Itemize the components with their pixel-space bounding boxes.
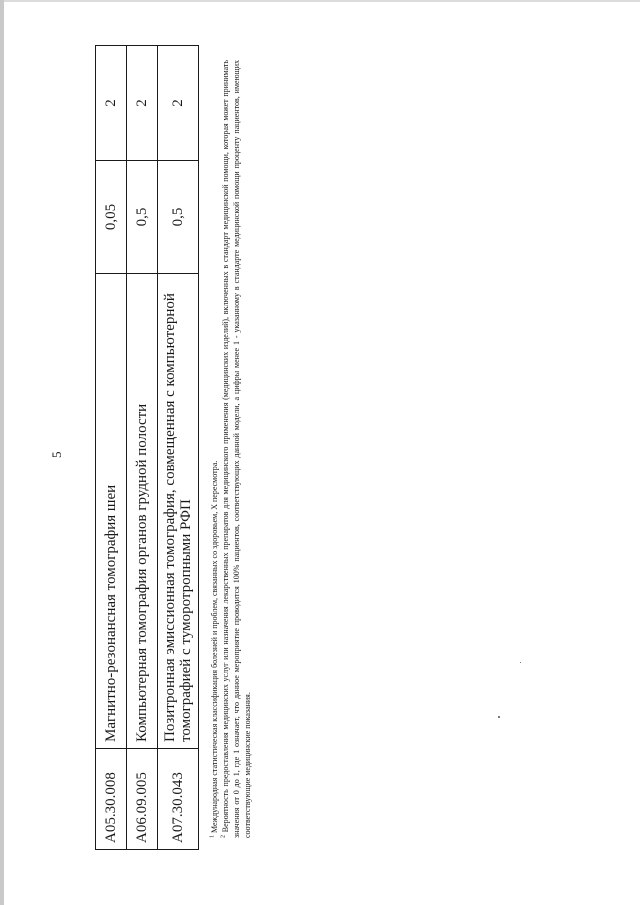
service-frequency: 0,5 [127, 161, 158, 274]
service-name: Компьютерная томография органов грудной полости [127, 274, 158, 749]
footnote-1-text: Международная статистическая классификация болезней и проблем, связанных со здоровьем, X пересмотра. [210, 460, 219, 833]
footnote-2 [220, 60, 253, 850]
page-number: 5 [49, 451, 64, 458]
footnote-2-mark: 2 [220, 835, 227, 838]
table-row [96, 46, 127, 850]
footnote-1 [209, 60, 220, 850]
footnotes [209, 60, 253, 850]
service-code: A07.30.043 [158, 749, 199, 850]
service-frequency: 0,5 [158, 161, 199, 274]
footnote-2-text: Вероятность предоставления медицинских услуг или назначения лекарственных препаратов для медицинского применения (медицинских изделий), включенных в стандарт медицинской помощи, которая может принимать значения от 0 до 1, где 1 означает, что данное мероприятие проводится 100% пациентов, соответствующих данной модели, а цифры менее 1 - указанному в стандарте медицинской помощи проценту пациентов, имеющих соответствующие медицинские показания. [221, 59, 252, 838]
footnote-1-mark: 1 [209, 835, 216, 838]
scan-speck [498, 716, 500, 718]
service-frequency: 0,05 [96, 161, 127, 274]
table-row [127, 46, 158, 850]
rotated-page-content [95, 60, 275, 850]
standard-table [95, 45, 199, 850]
scan-speck [520, 662, 521, 663]
service-code: A05.30.008 [96, 749, 127, 850]
scan-top-line [4, 0, 640, 2]
service-multiplicity: 2 [158, 46, 199, 161]
service-code: A06.09.005 [127, 749, 158, 850]
service-multiplicity: 2 [96, 46, 127, 161]
service-multiplicity: 2 [127, 46, 158, 161]
service-name: Позитронная эмиссионная томография, совмещенная с компьютерной томографией с туморотропными РФП [158, 274, 199, 749]
table-row [158, 46, 199, 850]
service-name: Магнитно-резонансная томография шеи [96, 274, 127, 749]
scan-edge [0, 0, 4, 905]
